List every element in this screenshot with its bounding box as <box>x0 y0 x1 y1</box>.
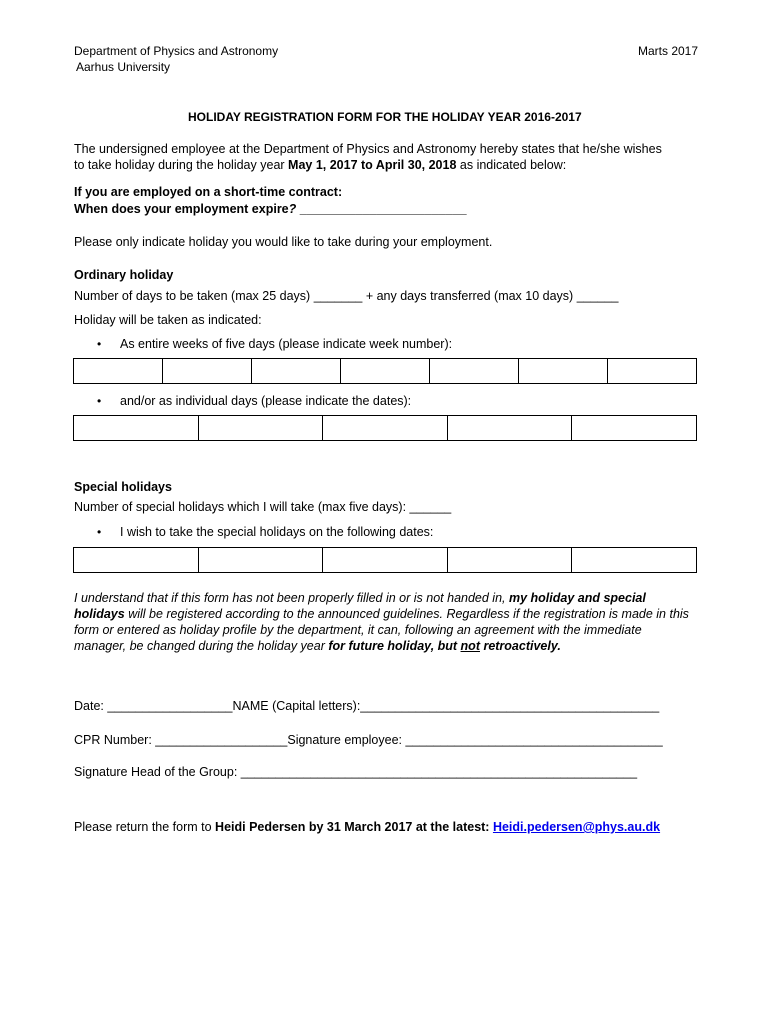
intro-line-1: The undersigned employee at the Department of Physics and Astronomy hereby states that he/she wishes <box>74 142 662 156</box>
short-contract-question: If you are employed on a short-time contract: <box>74 185 343 199</box>
special-date-cell[interactable] <box>447 548 572 573</box>
return-instructions: Please return the form to Heidi Pedersen by 31 March 2017 at the latest: Heidi.pedersen@phys.au.dk <box>74 820 661 834</box>
special-bullet-label: I wish to take the special holidays on the following dates: <box>120 525 434 539</box>
notice-paragraph: I understand that if this form has not been properly filled in or is not handed in, my holiday and special holidays will be registered according to the announced guidelines. Regardless if the registration is made in this form or entered as holiday profile by the department, it can, following an agreement with the immediate manager, be changed during the holiday year for future holiday, but not retroactively. <box>74 591 689 653</box>
special-holidays-heading: Special holidays <box>74 480 172 494</box>
university-name: Aarhus University <box>76 60 171 74</box>
form-title: HOLIDAY REGISTRATION FORM FOR THE HOLIDAY YEAR 2016-2017 <box>188 110 582 124</box>
week-cell[interactable] <box>163 359 252 384</box>
head-signature-field[interactable]: Signature Head of the Group: _________________________________________________________ <box>74 765 638 779</box>
intro-line-2: to take holiday during the holiday year May 1, 2017 to April 30, 2018 as indicated below: <box>74 158 567 172</box>
cpr-signature-field[interactable]: CPR Number: ___________________Signature employee: _____________________________________ <box>74 733 663 747</box>
weeks-bullet-label: As entire weeks of five days (please indicate week number): <box>120 337 453 351</box>
only-indicate-note: Please only indicate holiday you would like to take during your employment. <box>74 235 493 249</box>
special-date-cell[interactable] <box>74 548 199 573</box>
bullet-icon: • <box>97 394 102 408</box>
ordinary-holiday-heading: Ordinary holiday <box>74 268 174 282</box>
holiday-taken-label: Holiday will be taken as indicated: <box>74 313 262 327</box>
department-name: Department of Physics and Astronomy <box>74 44 279 58</box>
special-date-cell[interactable] <box>198 548 323 573</box>
week-number-table <box>73 358 697 384</box>
date-cell[interactable] <box>198 416 323 441</box>
week-cell[interactable] <box>430 359 519 384</box>
week-cell[interactable] <box>74 359 163 384</box>
date-name-field[interactable]: Date: __________________NAME (Capital letters):___________________________________________ <box>74 699 660 713</box>
special-dates-table <box>73 547 697 573</box>
special-date-cell[interactable] <box>323 548 448 573</box>
bullet-icon: • <box>97 337 102 351</box>
date-cell[interactable] <box>74 416 199 441</box>
week-cell[interactable] <box>252 359 341 384</box>
days-bullet-label: and/or as individual days (please indicate the dates): <box>120 394 412 408</box>
week-cell[interactable] <box>519 359 608 384</box>
email-link[interactable]: Heidi.pedersen@phys.au.dk <box>492 820 661 834</box>
special-days-field[interactable]: Number of special holidays which I will take (max five days): ______ <box>74 500 452 514</box>
date-cell[interactable] <box>447 416 572 441</box>
ordinary-days-field[interactable]: Number of days to be taken (max 25 days) _______ + any days transferred (max 10 days) ______ <box>74 289 619 303</box>
employment-expire-field[interactable]: When does your employment expire? ________________________ <box>74 202 467 216</box>
individual-days-table <box>73 415 697 441</box>
week-cell[interactable] <box>341 359 430 384</box>
document-date: Marts 2017 <box>638 44 699 58</box>
special-date-cell[interactable] <box>572 548 697 573</box>
week-cell[interactable] <box>608 359 697 384</box>
date-cell[interactable] <box>323 416 448 441</box>
date-cell[interactable] <box>572 416 697 441</box>
bullet-icon: • <box>97 525 102 539</box>
